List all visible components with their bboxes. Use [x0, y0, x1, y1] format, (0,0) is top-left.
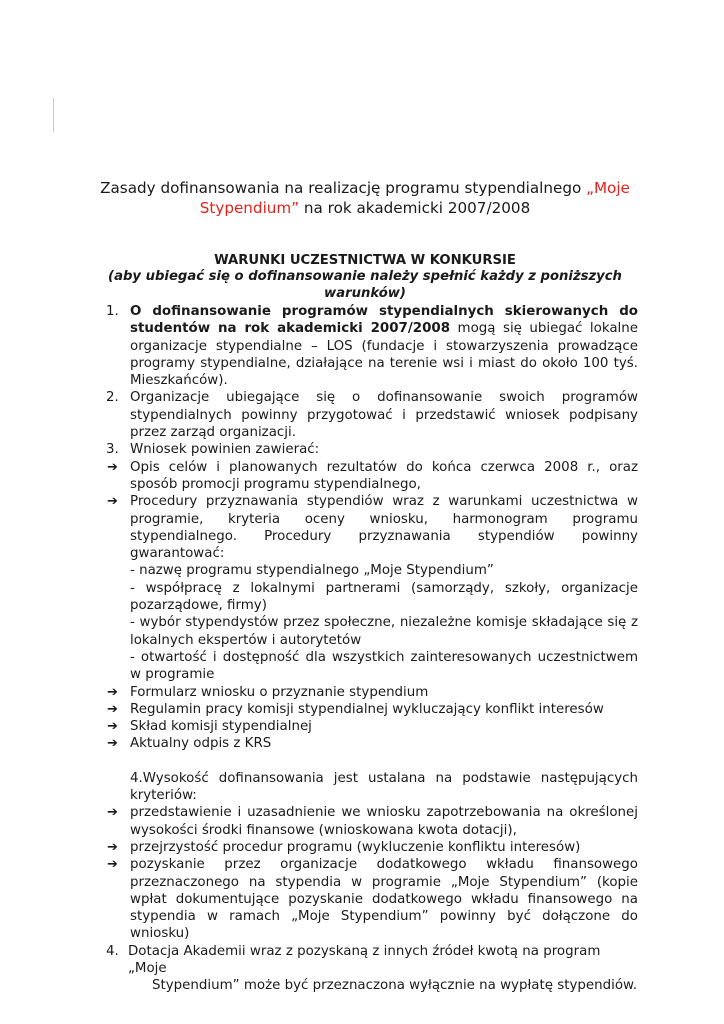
- bullet-text: Procedury przyznawania stypendiów wraz z warunkami uczestnictwa w programie, kryteria oceny wniosku, harmonogram programu stypendialnego. Procedury przyznawania stypendiów powinny gwarantować:: [130, 494, 638, 562]
- spacer: [0, 753, 724, 770]
- bullet-text: Skład komisji stypendialnej: [130, 719, 312, 735]
- bullet-text: Regulamin pracy komisji stypendialnej wykluczający konflikt interesów: [130, 701, 604, 717]
- list-item-1-text: mogą się ubiegać lokalne organizacje stypendialne – LOS (fundacje i stowarzyszenia prowadzące programy stypendialne, działające na terenie wsi i miast do około 100 tyś. Mieszkańców).: [130, 321, 638, 389]
- bullet-item: [107, 459, 638, 494]
- list-number: 2.: [106, 390, 119, 406]
- list-item-3: [106, 441, 638, 458]
- list-item-3-text: Wniosek powinien zawierać:: [130, 442, 320, 458]
- list-item-1-bold: O dofinansowanie programów stypendialnych skierowanych do studentów na rok akademicki 2007/2008: [130, 304, 638, 337]
- bullet-item: [107, 718, 638, 735]
- section-heading: WARUNKI UCZESTNICTWA W KONKURSIE: [214, 253, 516, 268]
- margin-mark: [53, 98, 54, 132]
- title-line1-prefix: Zasady dofinansowania na realizację programu stypendialnego: [100, 179, 587, 197]
- criteria-item: [107, 804, 638, 839]
- sub-item: - otwartość i dostępność dla wszystkich zainteresowanych uczestnictwem w programie: [130, 649, 638, 683]
- list-number: 1.: [106, 304, 119, 319]
- bullet-text: Formularz wniosku o przyznanie stypendium: [130, 684, 429, 700]
- criteria-text: przejrzystość procedur programu (wykluczenie konfliktu interesów): [130, 839, 581, 855]
- bullet-item: [107, 493, 638, 683]
- arrow-right-icon: ➔: [107, 719, 118, 735]
- arrow-right-icon: ➔: [107, 857, 118, 873]
- arrow-right-icon: ➔: [107, 736, 118, 752]
- paragraph-4: 4.Wysokość dofinansowania jest ustalana na podstawie następujących kryteriów:: [130, 770, 638, 804]
- list-item-2-text: Organizacje ubiegające się o dofinansowanie swoich programów stypendialnych powinny przygotować i przedstawić wniosek podpisany przez zarząd organizacji.: [130, 390, 638, 441]
- arrow-right-icon: ➔: [107, 684, 118, 700]
- bullet-text: Opis celów i planowanych rezultatów do końca czerwca 2008 r., oraz sposób promocji programu stypendialnego,: [130, 459, 638, 492]
- section-subheading: (aby ubiegać się o dofinansowanie należy spełnić każdy z poniższych warunków): [108, 269, 622, 301]
- bullet-item: [107, 735, 638, 752]
- list-number: 4.: [106, 943, 119, 959]
- criteria-text: przedstawienie i uzasadnienie we wniosku zapotrzebowania na określonej wysokości środki finansowe (wnioskowana kwota dotacji),: [130, 805, 638, 838]
- list-item-1: [106, 303, 638, 389]
- criteria-item: [107, 839, 638, 856]
- bullet-item: [107, 684, 638, 701]
- list-number: 3.: [106, 442, 119, 458]
- arrow-right-icon: ➔: [107, 839, 118, 855]
- final-item: [106, 943, 638, 995]
- title-line1-accent: „Moje: [586, 179, 630, 197]
- arrow-right-icon: ➔: [107, 701, 118, 717]
- document-title: [90, 178, 640, 218]
- sub-item: - współpracę z lokalnymi partnerami (samorządy, szkoły, organizacje pozarządowe, firmy): [130, 580, 638, 614]
- bullet-text: Aktualny odpis z KRS: [130, 736, 272, 752]
- title-line2-suffix: na rok akademicki 2007/2008: [299, 199, 531, 217]
- arrow-right-icon: ➔: [107, 494, 118, 510]
- criteria-item: [107, 856, 638, 942]
- final-line1: Dotacja Akademii wraz z pozyskaną z innych źródeł kwotą na program „Moje: [128, 943, 601, 976]
- arrow-right-icon: ➔: [107, 805, 118, 821]
- document-body: [0, 303, 724, 995]
- final-line2: Stypendium” może być przeznaczona wyłącznie na wypłatę stypendiów.: [152, 978, 638, 994]
- sub-item: - wybór stypendystów przez społeczne, niezależne komisje składające się z lokalnych ekspertów i autorytetów: [130, 615, 638, 648]
- list-item-2: [106, 389, 638, 441]
- criteria-text: pozyskanie przez organizacje dodatkowego wkładu finansowego przeznaczonego na stypendia w programie „Moje Stypendium” (kopie wpłat dokumentujące pozyskanie dodatkowego wkładu finansowego na stypendia w ramach „Moje Stypendium” powinny być dołączone do wniosku): [130, 857, 638, 942]
- arrow-right-icon: ➔: [107, 459, 118, 475]
- bullet-item: [107, 701, 638, 718]
- sub-item: - nazwę programu stypendialnego „Moje Stypendium”: [130, 563, 494, 579]
- title-line2-accent: Stypendium”: [199, 199, 300, 217]
